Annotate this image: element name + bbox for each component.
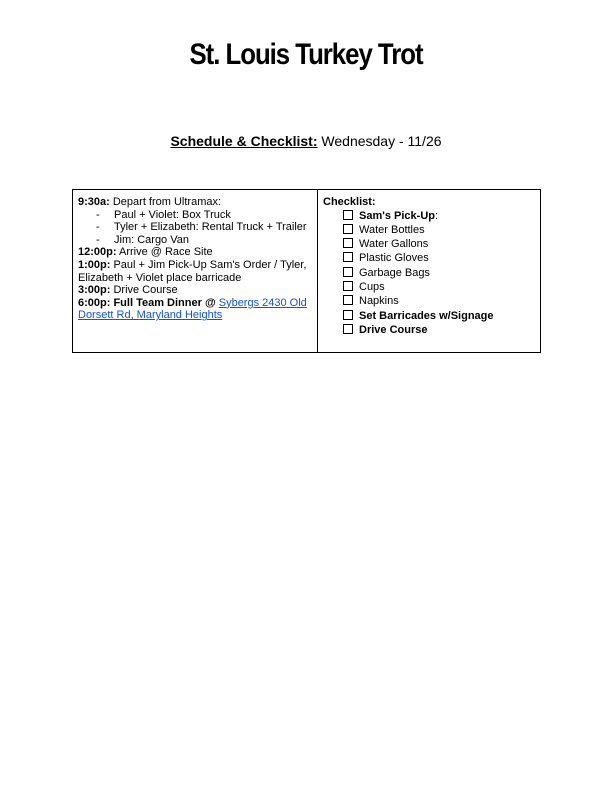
checkbox-icon[interactable] <box>343 324 353 334</box>
schedule-entry <box>78 259 312 284</box>
checklist-item <box>343 237 535 251</box>
time-label: 3:00p: <box>78 284 111 297</box>
entry-text: Full Team Dinner <box>110 296 202 309</box>
entry-text: Depart from Ultramax: <box>109 196 222 208</box>
checklist-item-label: Sam's Pick-Up <box>359 209 435 222</box>
checklist-item <box>343 266 535 280</box>
subtitle-label: Schedule & Checklist: <box>170 133 318 149</box>
time-label: 6:00p: <box>78 296 111 309</box>
schedule-entry <box>78 246 312 259</box>
dash-bullet: - <box>96 233 100 246</box>
checklist-item-label: Napkins <box>359 295 399 308</box>
checklist-item-label: Set Barricades w/Signage <box>359 309 494 322</box>
checklist-item <box>343 223 535 237</box>
time-label: 12:00p: <box>78 246 117 259</box>
sub-item <box>78 221 312 234</box>
checklist <box>323 209 535 338</box>
time-label: 1:00p: <box>78 258 111 271</box>
checklist-cell <box>318 190 541 353</box>
dinner-location-link[interactable]: Sybergs 2430 Old Dorsett Rd, Maryland Heights <box>78 296 307 322</box>
checklist-item <box>343 280 535 294</box>
sub-item <box>78 234 312 247</box>
checkbox-icon[interactable] <box>343 224 353 234</box>
sub-item-text: Paul + Violet: Box Truck <box>114 208 231 221</box>
checklist-item-suffix: : <box>434 209 439 222</box>
checklist-item-label: Garbage Bags <box>359 266 430 279</box>
checkbox-icon[interactable] <box>343 252 353 262</box>
dash-bullet: - <box>96 221 100 234</box>
checklist-item-label: Plastic Gloves <box>359 252 429 265</box>
checklist-item-label: Water Gallons <box>359 238 429 251</box>
page-title: St. Louis Turkey Trot <box>189 38 423 71</box>
schedule-table <box>72 189 541 353</box>
checklist-heading: Checklist: <box>323 196 376 208</box>
checklist-item-label: Water Bottles <box>359 223 425 236</box>
subtitle <box>0 133 612 149</box>
schedule-entry <box>78 196 312 209</box>
schedule-cell <box>73 190 318 353</box>
checklist-item <box>343 309 535 323</box>
checkbox-icon[interactable] <box>343 281 353 291</box>
entry-text: Drive Course <box>110 284 178 297</box>
checkbox-icon[interactable] <box>343 238 353 248</box>
sub-item <box>78 209 312 222</box>
checkbox-icon[interactable] <box>343 310 353 320</box>
checklist-item <box>343 209 535 223</box>
at-sign: @ <box>201 296 219 309</box>
checklist-item-label: Cups <box>359 281 385 294</box>
checklist-item <box>343 294 535 308</box>
schedule-entry <box>78 297 312 322</box>
entry-text: Arrive @ Race Site <box>116 246 213 259</box>
subtitle-date: Wednesday - 11/26 <box>317 133 442 149</box>
entry-text: Paul + Jim Pick-Up Sam's Order / Tyler, Elizabeth + Violet place barricade <box>78 258 307 284</box>
checklist-item <box>343 323 535 337</box>
sub-item-text: Tyler + Elizabeth: Rental Truck + Trailer <box>114 221 307 234</box>
checkbox-icon[interactable] <box>343 267 353 277</box>
dash-bullet: - <box>96 208 100 221</box>
checklist-item-label: Drive Course <box>359 323 428 336</box>
time-label: 9:30a: <box>78 196 110 208</box>
checkbox-icon[interactable] <box>343 295 353 305</box>
checkbox-icon[interactable] <box>343 210 353 220</box>
checklist-item <box>343 251 535 265</box>
sub-item-text: Jim: Cargo Van <box>114 233 189 246</box>
schedule-entry <box>78 284 312 297</box>
